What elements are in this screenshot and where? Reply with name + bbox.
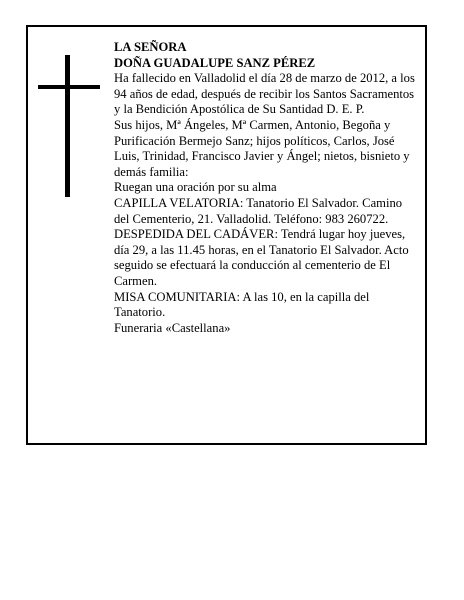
farewell-info: DESPEDIDA DEL CADÁVER: Tendrá lugar hoy jueves, día 29, a las 11.45 horas, en el Tanatorio El Salvador. Acto seguido se efectuará la conducción al cementerio de El Carmen. — [114, 227, 409, 288]
funeral-home: Funeraria «Castellana» — [114, 320, 231, 335]
death-announcement: Ha fallecido en Valladolid el día 28 de marzo de 2012, a los 94 años de edad, después de recibir los Santos Sacramentos y la Bendición Apostólica de Su Santidad D. E. P. — [114, 71, 415, 117]
obituary-text — [114, 40, 420, 336]
deceased-name: DOÑA GUADALUPE SANZ PÉREZ — [114, 55, 316, 70]
family-list: Sus hijos, Mª Ángeles, Mª Carmen, Antonio, Begoña y Purificación Bermejo Sanz; hijos políticos, Carlos, José Luis, Trinidad, Francisco Javier y Ángel; nietos, bisnieto y demás familia: — [114, 117, 410, 179]
mass-info: MISA COMUNITARIA: A las 10, en la capilla del Tanatorio. — [114, 289, 370, 320]
prayer-request: Ruegan una oración por su alma — [114, 180, 277, 195]
cross-icon — [38, 55, 100, 197]
wake-chapel-info: CAPILLA VELATORIA: Tanatorio El Salvador. Camino del Cementerio, 21. Valladolid. Teléfono: 983 260722. — [114, 195, 403, 226]
cross-vertical-bar — [65, 55, 70, 197]
title-honorific: LA SEÑORA — [114, 40, 187, 54]
cross-horizontal-bar — [38, 85, 100, 89]
